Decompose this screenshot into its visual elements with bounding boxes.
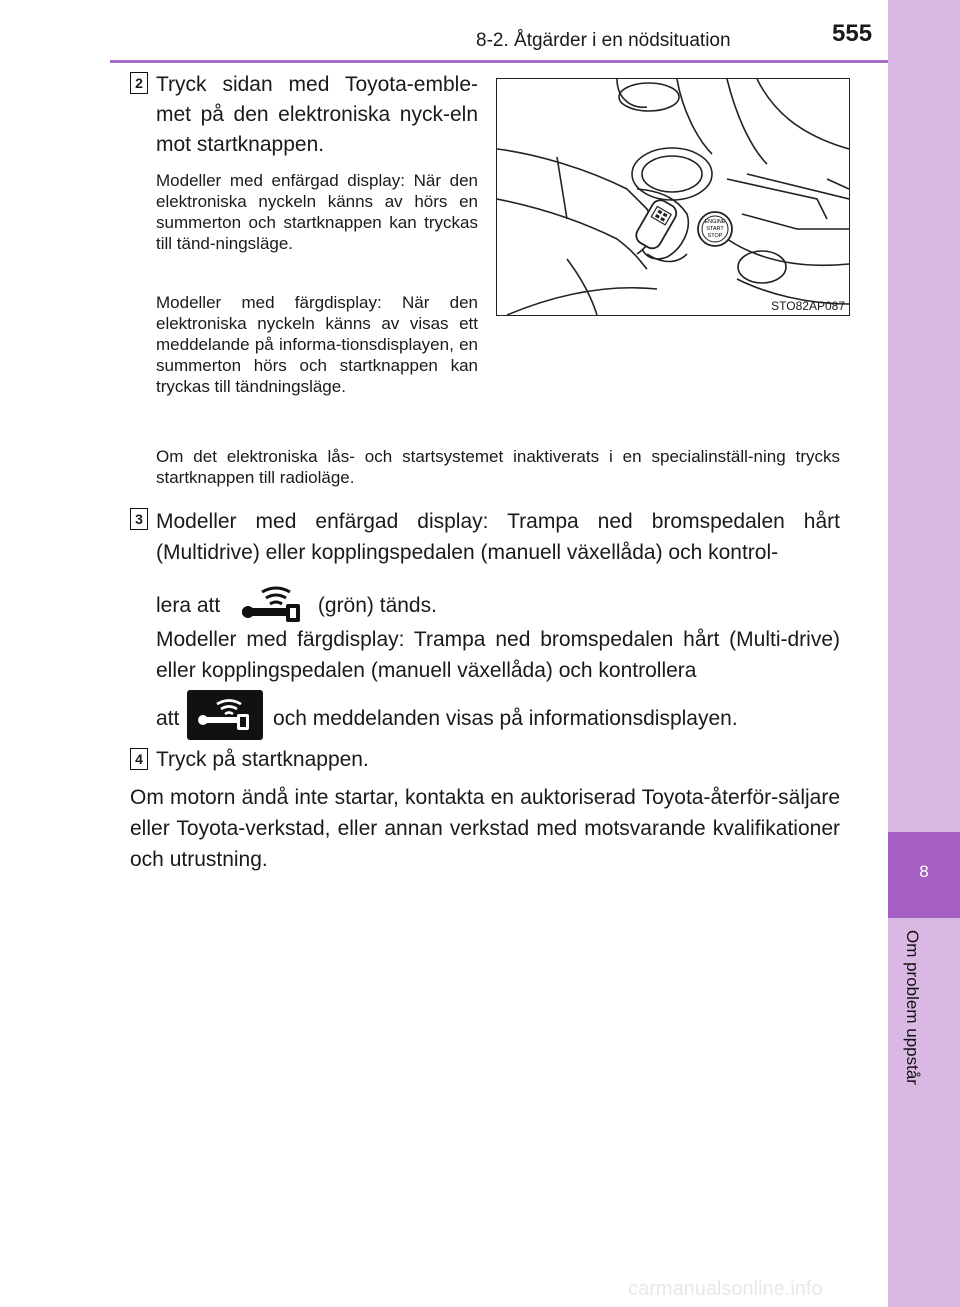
sidebar-band-top [888,0,960,832]
step-3-mono-text: Modeller med enfärgad display: Trampa ned bromspedalen hårt (Multidrive) eller kopplingspedalen (manuell växellåda) och kontrol- [156,510,840,564]
figure-code: STO82AP087 [771,299,845,313]
step-3-mono-line2 [156,582,840,616]
step-3-color-line4 [156,690,840,740]
step-marker-2: 2 [130,72,148,94]
illustration-start-button [496,78,850,316]
page-number: 555 [832,20,873,47]
step-3-mono-pre: lera att [156,594,221,618]
header-rule [110,60,888,63]
start-button-label-3: STOP [707,233,723,239]
step-3-color-post: och meddelanden visas på informationsdisplayen. [273,707,738,731]
start-button-label-1: ENGINE [704,219,726,225]
step-2-text: Tryck sidan med Toyota-emble-met på den elektroniska nyck-eln mot startknappen. [156,73,478,156]
step-marker-3: 3 [130,508,148,530]
step-3-color-pre: att [156,707,180,731]
chapter-number: 8 [919,862,929,881]
start-button-label-2: START [706,226,724,232]
section-title: 8-2. Åtgärder i en nödsituation [476,30,731,51]
step-4-text: Tryck på startknappen. [156,748,369,771]
step-3-color-text: Modeller med färgdisplay: Trampa ned bromspedalen hårt (Multi-drive) eller kopplingspedalen (manuell växellåda) och kontrollera [156,628,840,682]
step-2-note-color: Modeller med färgdisplay: När den elektroniska nyckeln känns av visas ett meddelande på informa-tionsdisplayen, en summerton hörs och startknappen kan tryckas till tändningsläge. [156,293,478,396]
closing-text: Om motorn ändå inte startar, kontakta en auktoriserad Toyota-återför-säljare eller Toyota-verkstad, eller annan verkstad med motsvarande kvalifikationer och utrustning. [130,786,840,871]
step-2-note-radio: Om det elektroniska lås- och startsystemet inaktiverats i en specialinställ-ning trycks startknappen till radioläge. [156,447,840,487]
watermark: carmanualsonline.info [628,1278,823,1300]
hand-key-illustration [497,79,849,315]
sidebar-band-bottom [888,918,960,1307]
step-marker-4: 4 [130,748,148,770]
key-indicator-dark-icon [187,690,263,749]
chapter-title: Om problem uppstår [903,930,922,1085]
step-3-mono-post: (grön) tänds. [317,594,437,618]
step-2-note-mono: Modeller med enfärgad display: När den elektroniska nyckeln känns av hörs en summerton och startknappen kan tryckas till tänd-ningsläge. [156,171,478,253]
